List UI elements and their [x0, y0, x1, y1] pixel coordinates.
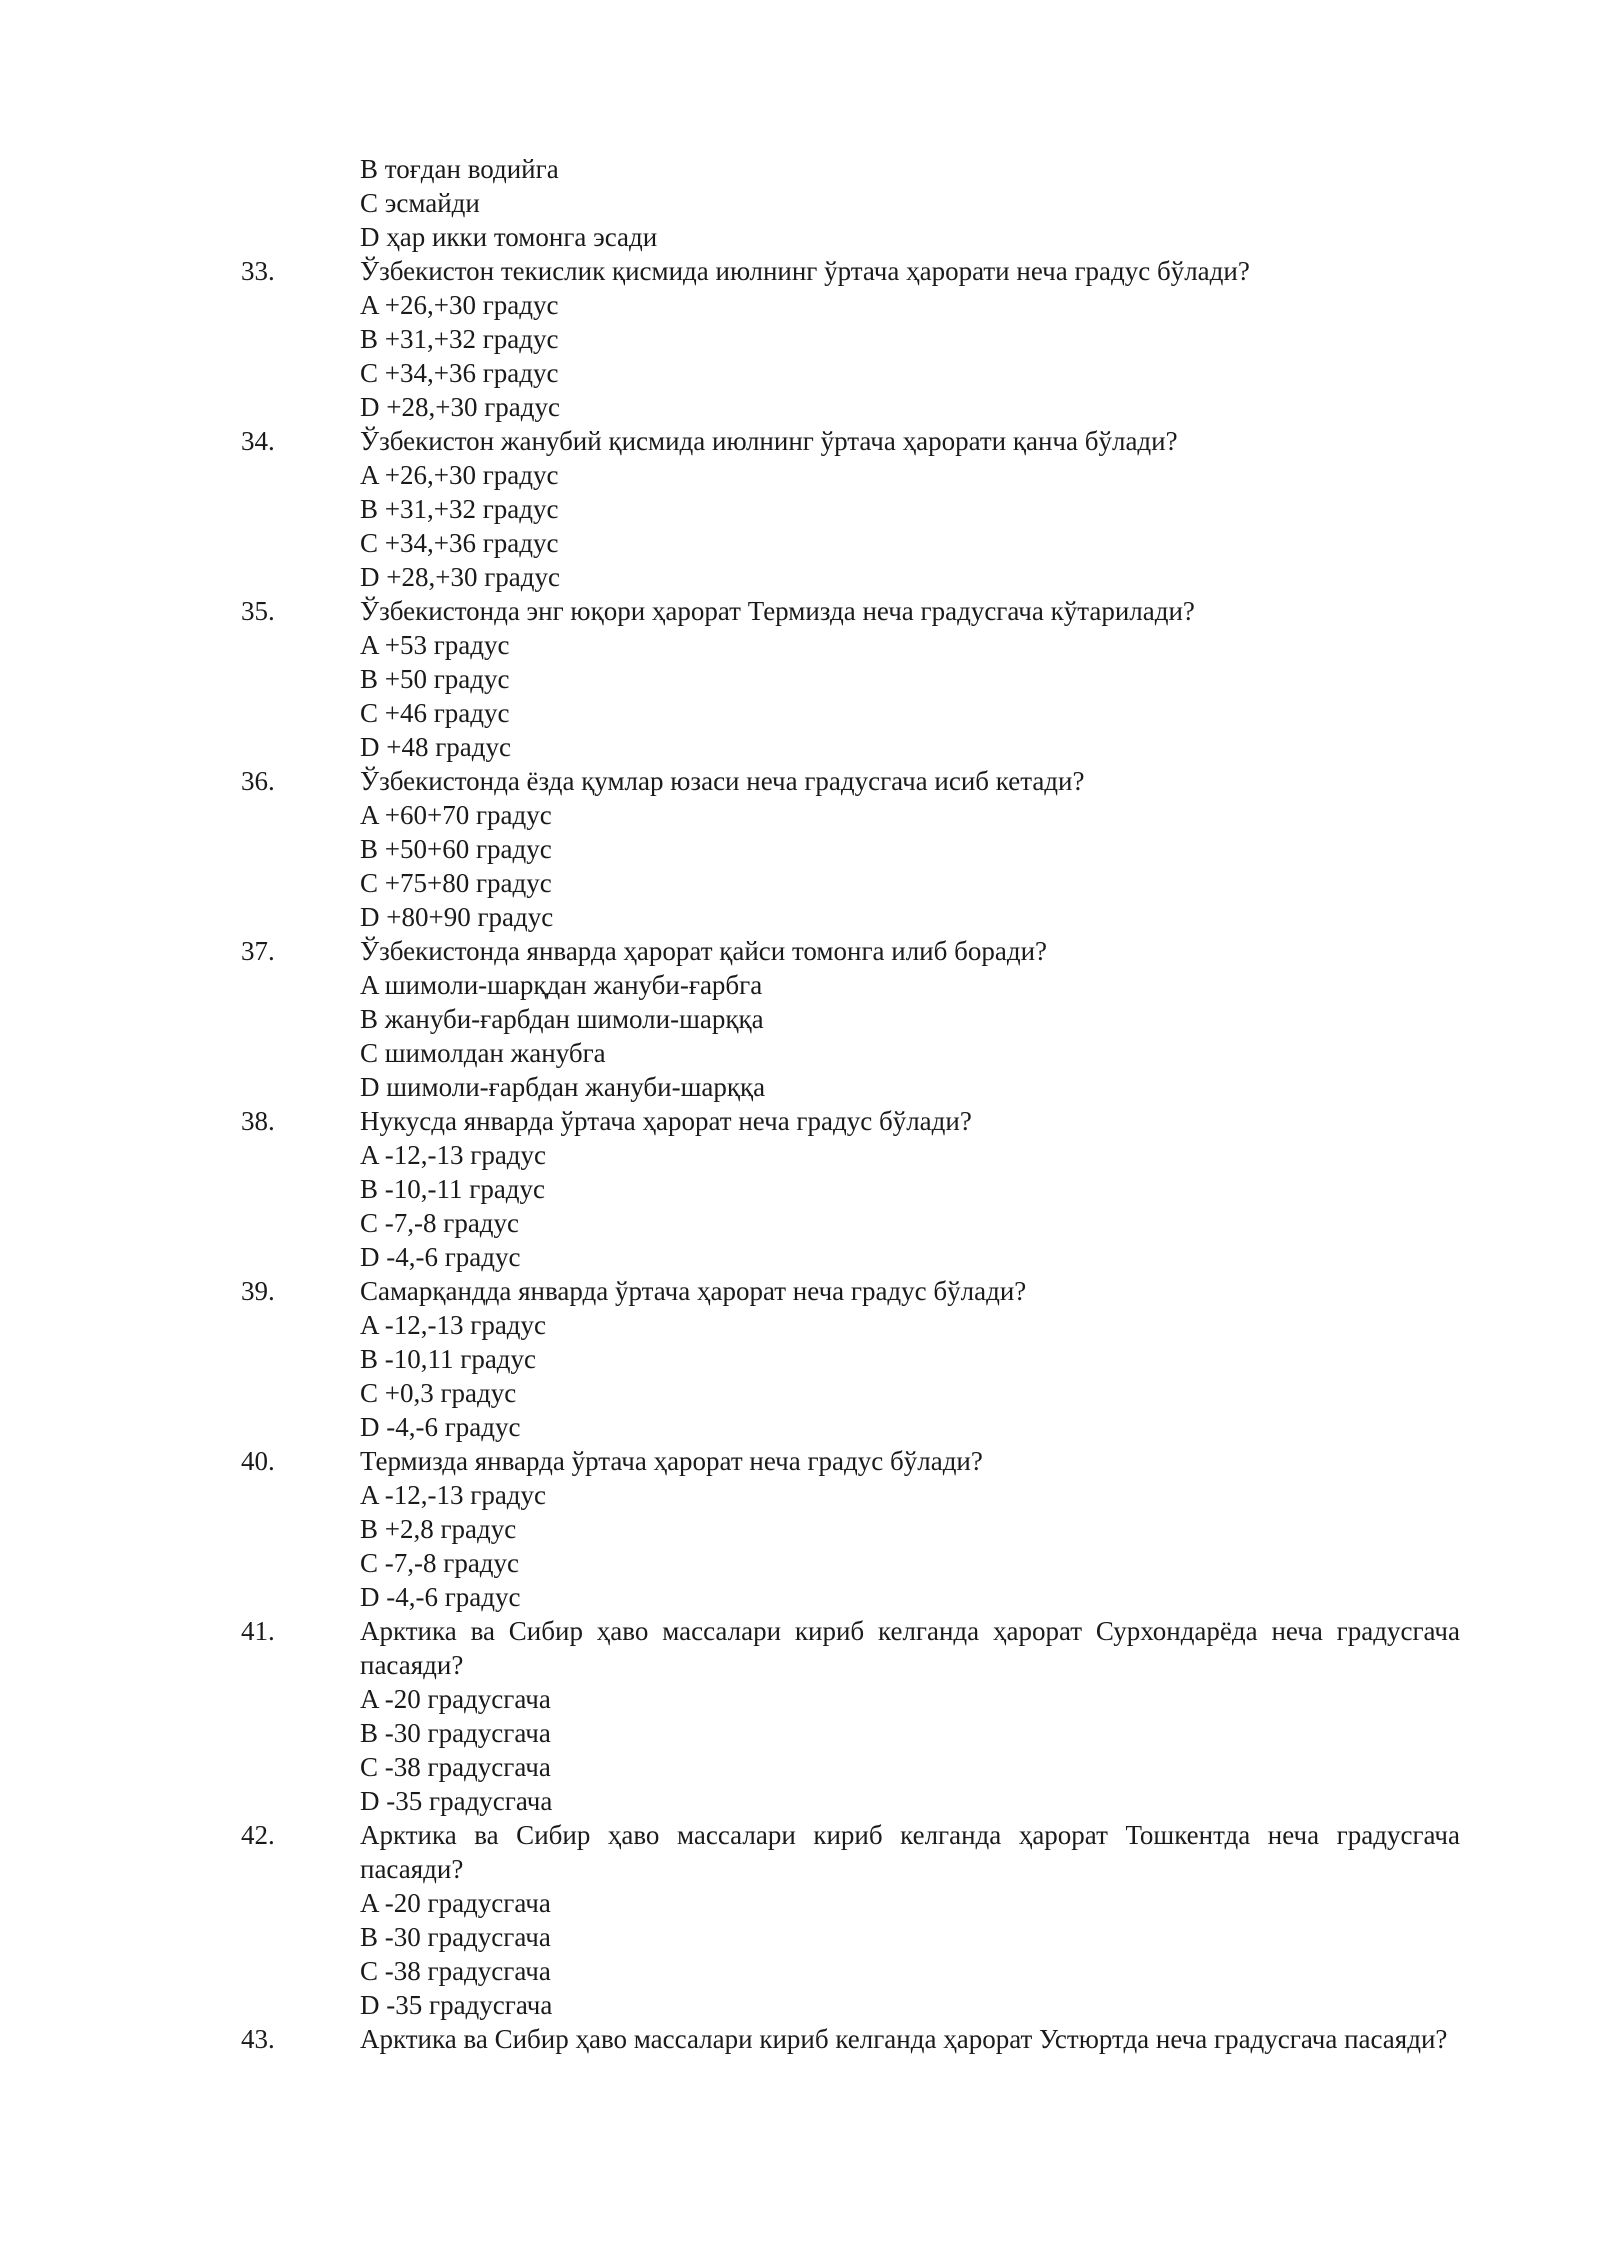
question-number: 43. [241, 2024, 275, 2054]
option-text: C -7,-8 градус [360, 1548, 520, 1578]
option-text: A +60+70 градус [360, 800, 552, 830]
option-text: B +50+60 градус [360, 834, 552, 864]
option-c [0, 1546, 1600, 1580]
option-d [0, 1784, 1600, 1818]
option-b [0, 1512, 1600, 1546]
option-text: A -20 градусгача [360, 1684, 551, 1714]
option-b [0, 322, 1600, 356]
option-c [0, 696, 1600, 730]
option-b [0, 1342, 1600, 1376]
option-text: C +46 градус [360, 698, 510, 728]
option-text: B жануби-ғарбдан шимоли-шарққа [360, 1004, 764, 1034]
question-text: Арктика ва Сибир ҳаво массалари кириб келганда ҳарорат Сурхондарёда неча градусгача пасаяди? [360, 1616, 1460, 1680]
option-text: D шимоли-ғарбдан жануби-шарққа [360, 1072, 766, 1102]
question-number: 38. [241, 1106, 275, 1136]
option-a [0, 1886, 1600, 1920]
question-number: 34. [241, 426, 275, 456]
question-38 [0, 1104, 1600, 1138]
option-text: D -4,-6 градус [360, 1412, 521, 1442]
option-line [0, 186, 1600, 220]
question-43 [0, 2022, 1600, 2056]
option-text: A +53 градус [360, 630, 510, 660]
option-a [0, 628, 1600, 662]
option-text: B +31,+32 градус [360, 494, 559, 524]
question-text: Нукусда январда ўртача ҳарорат неча градус бўлади? [360, 1106, 972, 1136]
question-number: 35. [241, 596, 275, 626]
option-text: C эсмайди [360, 188, 480, 218]
option-text: D +80+90 градус [360, 902, 554, 932]
question-number: 33. [241, 256, 275, 286]
option-a [0, 798, 1600, 832]
question-41 [0, 1614, 1600, 1682]
option-d [0, 1410, 1600, 1444]
option-text: D -35 градусгача [360, 1786, 553, 1816]
option-c [0, 1750, 1600, 1784]
option-text: D +28,+30 градус [360, 562, 560, 592]
option-d [0, 1988, 1600, 2022]
option-b [0, 832, 1600, 866]
option-text: C +0,3 градус [360, 1378, 517, 1408]
question-number: 42. [241, 1820, 275, 1850]
question-34 [0, 424, 1600, 458]
option-b [0, 1920, 1600, 1954]
option-text: D -4,-6 градус [360, 1582, 521, 1612]
option-text: B -10,-11 градус [360, 1174, 546, 1204]
option-b [0, 1716, 1600, 1750]
option-text: B +50 градус [360, 664, 510, 694]
question-list [0, 152, 1600, 2056]
option-d [0, 900, 1600, 934]
option-c [0, 1954, 1600, 1988]
option-text: B +31,+32 градус [360, 324, 559, 354]
option-d [0, 1070, 1600, 1104]
option-c [0, 866, 1600, 900]
option-text: C +34,+36 градус [360, 358, 559, 388]
option-text: A -12,-13 градус [360, 1310, 547, 1340]
question-35 [0, 594, 1600, 628]
option-b [0, 1172, 1600, 1206]
question-number: 37. [241, 936, 275, 966]
option-text: B -30 градусгача [360, 1718, 551, 1748]
option-d [0, 1580, 1600, 1614]
option-text: B +2,8 градус [360, 1514, 517, 1544]
question-text: Самарқандда январда ўртача ҳарорат неча градус бўлади? [360, 1276, 1027, 1306]
question-text: Ўзбекистонда январда ҳарорат қайси томонга илиб боради? [360, 936, 1047, 966]
option-a [0, 968, 1600, 1002]
option-text: A -12,-13 градус [360, 1140, 547, 1170]
question-33 [0, 254, 1600, 288]
question-number: 41. [241, 1616, 275, 1646]
option-c [0, 1206, 1600, 1240]
question-37 [0, 934, 1600, 968]
option-a [0, 1138, 1600, 1172]
option-c [0, 1036, 1600, 1070]
option-b [0, 662, 1600, 696]
option-text: A шимоли-шарқдан жануби-ғарбга [360, 970, 763, 1000]
question-40 [0, 1444, 1600, 1478]
question-text: Ўзбекистонда энг юқори ҳарорат Термизда неча градусгача кўтарилади? [360, 596, 1195, 626]
option-d [0, 730, 1600, 764]
option-text: D +48 градус [360, 732, 512, 762]
option-c [0, 1376, 1600, 1410]
option-d [0, 560, 1600, 594]
option-line [0, 220, 1600, 254]
option-text: A -12,-13 градус [360, 1480, 547, 1510]
question-39 [0, 1274, 1600, 1308]
question-text: Ўзбекистонда ёзда қумлар юзаси неча градусгача исиб кетади? [360, 766, 1085, 796]
option-c [0, 356, 1600, 390]
option-b [0, 492, 1600, 526]
option-text: D ҳар икки томонга эсади [360, 222, 658, 252]
option-text: A +26,+30 градус [360, 290, 559, 320]
option-a [0, 1478, 1600, 1512]
question-number: 39. [241, 1276, 275, 1306]
option-text: B -10,11 градус [360, 1344, 537, 1374]
option-text: C -38 градусгача [360, 1956, 551, 1986]
option-c [0, 526, 1600, 560]
option-b [0, 1002, 1600, 1036]
option-a [0, 288, 1600, 322]
question-text: Ўзбекистон текислик қисмида июлнинг ўртача ҳарорати неча градус бўлади? [360, 256, 1250, 286]
option-line [0, 152, 1600, 186]
option-text: C +75+80 градус [360, 868, 552, 898]
question-text: Термизда январда ўртача ҳарорат неча градус бўлади? [360, 1446, 983, 1476]
question-text: Арктика ва Сибир ҳаво массалари кириб келганда ҳарорат Тошкентда неча градусгача пасаяди? [360, 1820, 1460, 1884]
option-text: B -30 градусгача [360, 1922, 551, 1952]
option-text: D +28,+30 градус [360, 392, 560, 422]
question-text: Арктика ва Сибир ҳаво массалари кириб келганда ҳарорат Устюртда неча градусгача пасаяди? [360, 2024, 1448, 2054]
option-text: C -7,-8 градус [360, 1208, 520, 1238]
option-d [0, 1240, 1600, 1274]
question-text: Ўзбекистон жанубий қисмида июлнинг ўртача ҳарорати қанча бўлади? [360, 426, 1178, 456]
question-number: 36. [241, 766, 275, 796]
option-text: B тоғдан водийга [360, 154, 559, 184]
option-text: C шимолдан жанубга [360, 1038, 606, 1068]
option-text: A +26,+30 градус [360, 460, 559, 490]
option-text: C +34,+36 градус [360, 528, 559, 558]
option-a [0, 1682, 1600, 1716]
question-42 [0, 1818, 1600, 1886]
option-a [0, 1308, 1600, 1342]
question-number: 40. [241, 1446, 275, 1476]
option-text: D -35 градусгача [360, 1990, 553, 2020]
option-d [0, 390, 1600, 424]
question-36 [0, 764, 1600, 798]
option-text: D -4,-6 градус [360, 1242, 521, 1272]
option-text: C -38 градусгача [360, 1752, 551, 1782]
option-text: A -20 градусгача [360, 1888, 551, 1918]
option-a [0, 458, 1600, 492]
